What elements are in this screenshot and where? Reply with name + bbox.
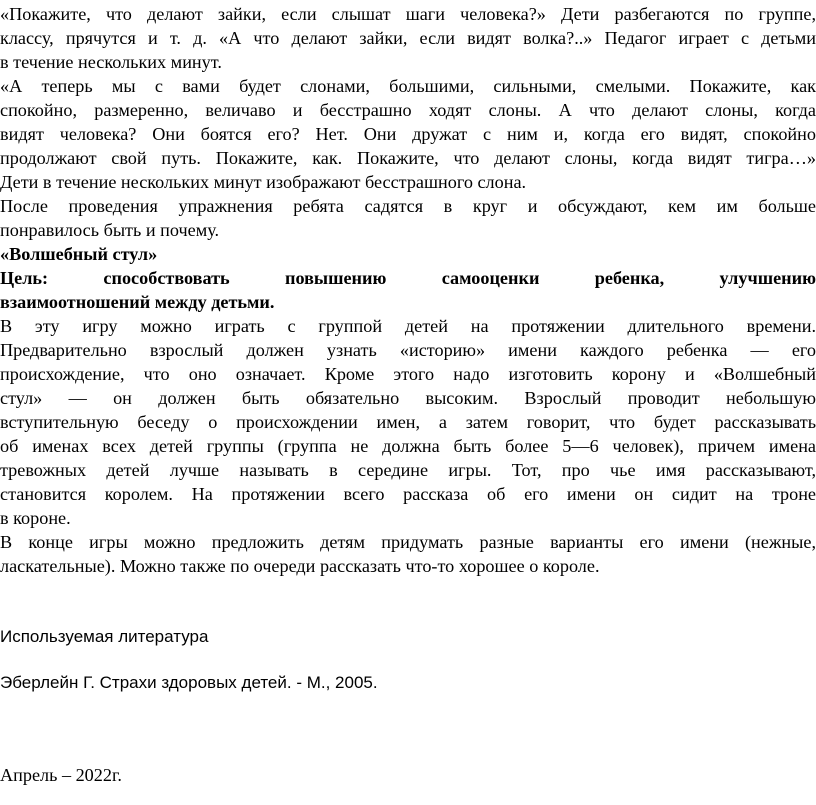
paragraph-4-line-2: Предварительно взрослый должен узнать «историю» имени каждого ребенка — его xyxy=(0,340,816,360)
literature-item: Эберлейн Г. Страхи здоровых детей. - М., 2005. xyxy=(0,673,378,692)
paragraph-1-line-2: классу, прячутся и т. д. «А что делают зайки, если видят волка?..» Педагог играет с детьми xyxy=(0,28,816,48)
paragraph-2-line-2: спокойно, размеренно, величаво и бесстрашно ходят слоны. А что делают слоны, когда xyxy=(0,100,816,120)
paragraph-1-line-3: в течение нескольких минут. xyxy=(0,52,222,72)
paragraph-2-line-5: Дети в течение нескольких минут изображают бесстрашного слона. xyxy=(0,172,527,192)
literature-heading: Используемая литература xyxy=(0,627,209,646)
paragraph-2-line-1: «А теперь мы с вами будет слонами, большими, сильными, смелыми. Покажите, как xyxy=(0,76,816,96)
paragraph-4-line-3: происхождение, что оно означает. Кроме этого надо изготовить корону и «Волшебный xyxy=(0,364,816,384)
paragraph-2-line-4: продолжают свой путь. Покажите, как. Покажите, что делают слоны, когда видят тигра…» xyxy=(0,148,816,168)
paragraph-4-line-4: стул» — он должен быть обязательно высоким. Взрослый проводит небольшую xyxy=(0,388,816,408)
document-date: Апрель – 2022г. xyxy=(0,765,122,785)
paragraph-4-line-8: становится королем. На протяжении всего рассказа об его имени он сидит на троне xyxy=(0,484,816,504)
paragraph-4-line-7: тревожных детей лучше называть в середине игры. Тот, про чье имя рассказывают, xyxy=(0,460,816,480)
section-heading: «Волшебный стул» xyxy=(0,244,158,264)
goal-line-1: Цель: способствовать повышению самооценки ребенка, улучшению xyxy=(0,268,816,288)
paragraph-2-line-3: видят человека? Они боятся его? Нет. Они дружат с ним и, когда его видят, спокойно xyxy=(0,124,816,144)
paragraph-4-line-6: об именах всех детей группы (группа не должна быть более 5—6 человек), причем имена xyxy=(0,436,816,456)
paragraph-4-line-1: В эту игру можно играть с группой детей на протяжении длительного времени. xyxy=(0,316,816,336)
paragraph-4-line-9: в короне. xyxy=(0,508,71,528)
paragraph-4-line-5: вступительную беседу о происхождении имен, а затем говорит, что будет рассказывать xyxy=(0,412,816,432)
goal-line-2: взаимоотношений между детьми. xyxy=(0,292,275,312)
paragraph-5-line-1: В конце игры можно предложить детям придумать разные варианты его имени (нежные, xyxy=(0,532,816,552)
paragraph-1-line-1: «Покажите, что делают зайки, если слышат шаги человека?» Дети разбегаются по группе, xyxy=(0,4,816,24)
paragraph-5-line-2: ласкательные). Можно также по очереди рассказать что-то хорошее о короле. xyxy=(0,556,600,576)
paragraph-3-line-1: После проведения упражнения ребята садятся в круг и обсуждают, кем им больше xyxy=(0,196,816,216)
paragraph-3-line-2: понравилось быть и почему. xyxy=(0,220,220,240)
